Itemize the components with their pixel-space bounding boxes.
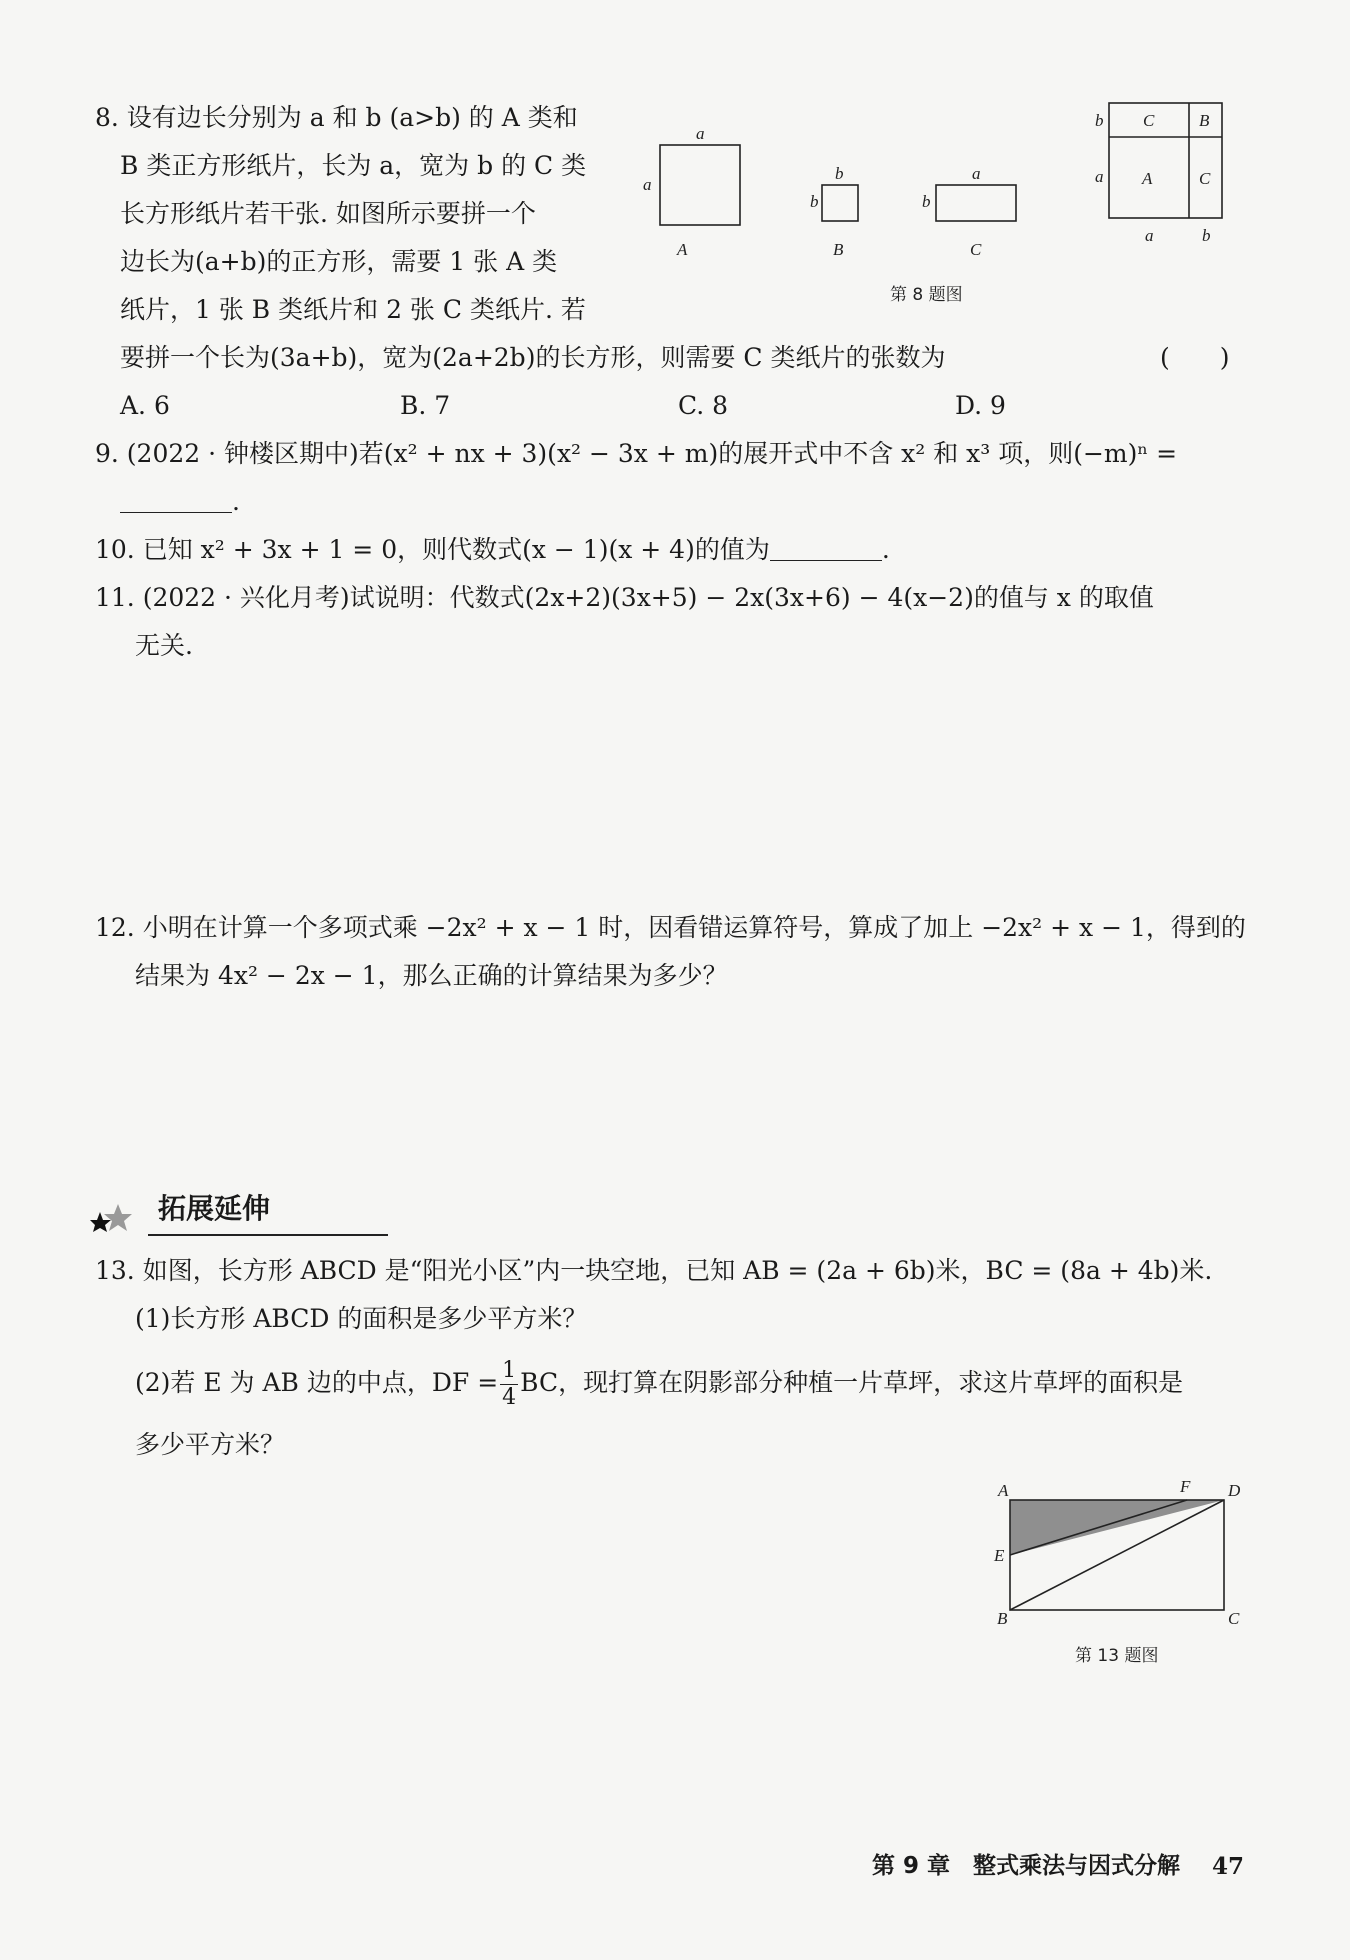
comp-label-b-left: b (1095, 111, 1104, 130)
label-D: D (1228, 1481, 1241, 1500)
q13-sub2-post: BC，现打算在阴影部分种植一片草坪，求这片草坪的面积是 (520, 1368, 1184, 1397)
label-a-side: a (643, 175, 652, 194)
label-A: A (677, 240, 688, 259)
q10-blank[interactable] (770, 540, 882, 561)
comp-label-a-bottom: a (1145, 226, 1154, 245)
q13-figure-caption: 第 13 题图 (1075, 1646, 1159, 1666)
q11-line2: 无关. (135, 631, 193, 660)
square-b (822, 185, 858, 221)
label-a-top: a (696, 124, 705, 143)
q10-line (95, 537, 890, 562)
comp-label-C-top: C (1143, 111, 1155, 130)
q13-fraction (500, 1360, 518, 1409)
q8-line4: 边长为(a+b)的正方形，需要 1 张 A 类 (120, 247, 558, 276)
q8-line6: 要拼一个长为(3a+b)，宽为(2a+2b)的长方形，则需要 C 类纸片的张数为 (120, 343, 946, 372)
q8-line5: 纸片，1 张 B 类纸片和 2 张 C 类纸片. 若 (120, 295, 586, 324)
label-c-top: a (972, 164, 981, 183)
q8-option-b: B. 7 (400, 391, 451, 420)
q8-line1: 8. 设有边长分别为 a 和 b (a>b) 的 A 类和 (95, 103, 578, 132)
label-E: E (994, 1546, 1005, 1565)
q13-sub1: (1)长方形 ABCD 的面积是多少平方米？ (135, 1304, 588, 1333)
label-B: B (997, 1609, 1008, 1628)
q13-figure (990, 1470, 1250, 1640)
label-c-side: b (922, 192, 931, 211)
q13-sub2-pre: (2)若 E 为 AB 边的中点，DF = (135, 1368, 499, 1397)
q9-text: 9. (2022 · 钟楼区期中)若(x² + nx + 3)(x² − 3x + m)的展开式中不含 x² 和 x³ 项，则(−m)ⁿ = (95, 439, 1178, 468)
label-F: F (1180, 1477, 1191, 1496)
section-heading (90, 1191, 270, 1232)
frac-denominator: 4 (502, 1385, 517, 1410)
label-A: A (998, 1481, 1009, 1500)
q10-end: . (881, 535, 890, 564)
comp-label-a-left: a (1095, 167, 1104, 186)
q8-figure-caption: 第 8 题图 (890, 285, 963, 305)
q8-option-a: A. 6 (120, 391, 170, 420)
q12-line2: 结果为 4x² − 2x − 1，那么正确的计算结果为多少？ (135, 961, 728, 990)
label-b-side: b (810, 192, 819, 211)
q13-line1: 13. 如图，长方形 ABCD 是“阳光小区”内一块空地，已知 AB = (2a + 6b)米，BC = (8a + 4b)米. (95, 1256, 1213, 1285)
q8-line3: 长方形纸片若干张. 如图所示要拼一个 (120, 199, 536, 228)
q8-line2: B 类正方形纸片，长为 a，宽为 b 的 C 类 (120, 151, 587, 180)
square-a (660, 145, 740, 225)
q11-line1: 11. (2022 · 兴化月考)试说明：代数式(2x+2)(3x+5) − 2x(3x+6) − 4(x−2)的值与 x 的取值 (95, 583, 1154, 612)
q8-answer-paren: ( ) (1160, 343, 1230, 372)
q10-text: 10. 已知 x² + 3x + 1 = 0，则代数式(x − 1)(x + 4)的值为 (95, 535, 770, 564)
stars-icon (90, 1198, 150, 1232)
q8-option-c: C. 8 (678, 391, 729, 420)
label-b-top: b (835, 164, 844, 183)
page-number: 47 (1212, 1853, 1245, 1880)
comp-label-b-bottom: b (1202, 226, 1211, 245)
q12-line1: 12. 小明在计算一个多项式乘 −2x² + x − 1 时，因看错运算符号，算成了加上 −2x² + x − 1，得到的 (95, 913, 1246, 942)
q9-answer-line (120, 489, 240, 514)
q9-blank[interactable] (120, 492, 232, 513)
q13-sub2 (135, 1357, 1183, 1409)
comp-label-B: B (1199, 111, 1210, 130)
footer-chapter: 第 9 章 整式乘法与因式分解 (872, 1853, 1181, 1879)
comp-label-C-right: C (1199, 169, 1211, 188)
frac-numerator: 1 (502, 1358, 517, 1383)
label-B: B (833, 240, 844, 259)
label-C: C (970, 240, 982, 259)
q9-end: . (232, 487, 240, 516)
section-title: 拓展延伸 (157, 1191, 270, 1225)
label-C: C (1228, 1609, 1240, 1628)
q13-sub2-line2: 多少平方米？ (135, 1430, 286, 1459)
rect-c (936, 185, 1016, 221)
q8-option-d: D. 9 (955, 391, 1006, 420)
comp-label-A: A (1142, 169, 1153, 188)
